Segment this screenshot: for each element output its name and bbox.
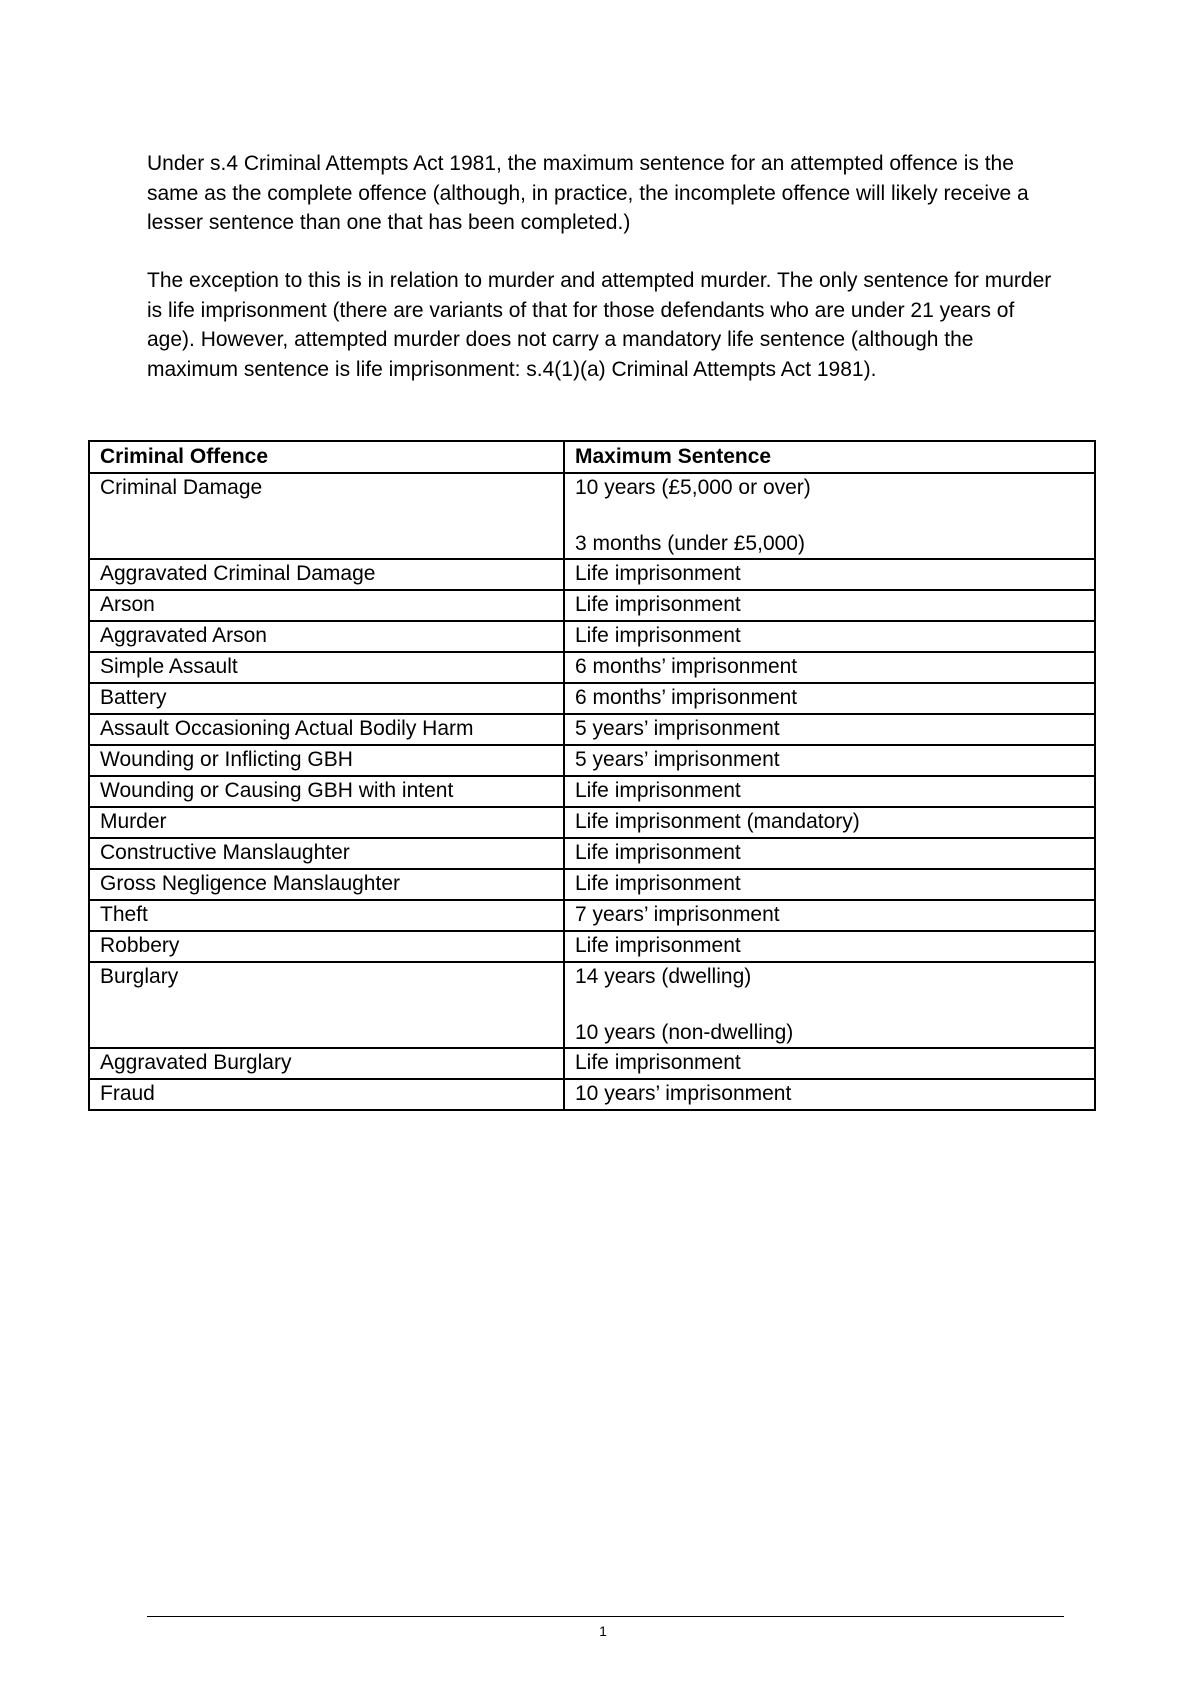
sentence-line: 6 months’ imprisonment bbox=[575, 686, 798, 709]
table-header-row bbox=[89, 441, 1095, 473]
table-row bbox=[89, 776, 1095, 807]
table-row bbox=[89, 745, 1095, 776]
sentence-cell bbox=[564, 714, 1095, 745]
sentence-cell bbox=[564, 559, 1095, 590]
table-row bbox=[89, 621, 1095, 652]
sentence-cell bbox=[564, 776, 1095, 807]
table-row bbox=[89, 900, 1095, 931]
sentence-cell bbox=[564, 683, 1095, 714]
sentence-line: Life imprisonment (mandatory) bbox=[575, 810, 860, 833]
sentence-line: 14 years (dwelling) bbox=[575, 965, 752, 988]
sentence-line: Life imprisonment bbox=[575, 841, 741, 864]
sentence-line: Life imprisonment bbox=[575, 934, 741, 957]
table-row bbox=[89, 473, 1095, 559]
table-row bbox=[89, 807, 1095, 838]
offence-cell: Aggravated Burglary bbox=[89, 1048, 564, 1079]
table-row bbox=[89, 962, 1095, 1048]
offence-cell: Burglary bbox=[89, 962, 564, 1048]
offence-cell: Gross Negligence Manslaughter bbox=[89, 869, 564, 900]
offence-cell: Robbery bbox=[89, 931, 564, 962]
sentence-cell bbox=[564, 652, 1095, 683]
table-row bbox=[89, 1048, 1095, 1079]
table-row bbox=[89, 1079, 1095, 1110]
sentence-cell bbox=[564, 745, 1095, 776]
table-row bbox=[89, 683, 1095, 714]
offence-column-header: Criminal Offence bbox=[89, 441, 564, 473]
offence-cell: Aggravated Criminal Damage bbox=[89, 559, 564, 590]
sentence-line: 3 months (under £5,000) bbox=[575, 532, 805, 555]
sentence-cell bbox=[564, 838, 1095, 869]
cell-line-gap bbox=[575, 991, 1084, 1019]
offence-cell: Wounding or Causing GBH with intent bbox=[89, 776, 564, 807]
offence-cell: Criminal Damage bbox=[89, 473, 564, 559]
sentence-line: Life imprisonment bbox=[575, 593, 741, 616]
sentence-line: Life imprisonment bbox=[575, 872, 741, 895]
sentence-column-header: Maximum Sentence bbox=[564, 441, 1095, 473]
sentence-line: Life imprisonment bbox=[575, 624, 741, 647]
offence-cell: Constructive Manslaughter bbox=[89, 838, 564, 869]
sentence-cell bbox=[564, 621, 1095, 652]
sentence-table bbox=[88, 440, 1096, 1111]
offence-cell: Fraud bbox=[89, 1079, 564, 1110]
table-row bbox=[89, 590, 1095, 621]
sentence-line: Life imprisonment bbox=[575, 779, 741, 802]
offence-cell: Murder bbox=[89, 807, 564, 838]
offence-cell: Aggravated Arson bbox=[89, 621, 564, 652]
sentence-cell bbox=[564, 962, 1095, 1048]
cell-line-gap bbox=[575, 502, 1084, 530]
table-row bbox=[89, 652, 1095, 683]
sentence-line: 10 years’ imprisonment bbox=[575, 1082, 792, 1105]
sentence-cell bbox=[564, 1048, 1095, 1079]
table-row bbox=[89, 714, 1095, 745]
footer-divider bbox=[147, 1616, 1064, 1617]
offence-cell: Assault Occasioning Actual Bodily Harm bbox=[89, 714, 564, 745]
offence-cell: Theft bbox=[89, 900, 564, 931]
sentence-line: 10 years (£5,000 or over) bbox=[575, 476, 811, 499]
sentence-cell bbox=[564, 869, 1095, 900]
sentence-cell bbox=[564, 590, 1095, 621]
sentence-line: 5 years’ imprisonment bbox=[575, 748, 780, 771]
page-number: 1 bbox=[599, 1623, 607, 1639]
table-body bbox=[89, 473, 1095, 1110]
sentence-cell bbox=[564, 1079, 1095, 1110]
intro-paragraph: Under s.4 Criminal Attempts Act 1981, the maximum sentence for an attempted offence is the same as the complete offence (although, in practice, the incomplete offence will likely receive a lesser sentence than one that has been completed.) bbox=[147, 152, 1029, 235]
sentence-line: 10 years (non-dwelling) bbox=[575, 1021, 794, 1044]
sentence-cell bbox=[564, 931, 1095, 962]
sentence-cell bbox=[564, 807, 1095, 838]
table-row bbox=[89, 559, 1095, 590]
offence-cell: Arson bbox=[89, 590, 564, 621]
sentence-line: Life imprisonment bbox=[575, 562, 741, 585]
table-row bbox=[89, 838, 1095, 869]
sentence-line: 6 months’ imprisonment bbox=[575, 655, 798, 678]
sentence-cell bbox=[564, 473, 1095, 559]
sentence-cell bbox=[564, 900, 1095, 931]
offence-cell: Battery bbox=[89, 683, 564, 714]
sentence-line: 5 years’ imprisonment bbox=[575, 717, 780, 740]
sentence-line: Life imprisonment bbox=[575, 1051, 741, 1074]
offence-cell: Wounding or Inflicting GBH bbox=[89, 745, 564, 776]
exception-paragraph: The exception to this is in relation to murder and attempted murder. The only sentence for murder is life imprisonment (there are variants of that for those defendants who are under 21 years of age). However, attempted murder does not carry a mandatory life sentence (although the maximum sentence is life imprisonment: s.4(1)(a) Criminal Attempts Act 1981). bbox=[147, 269, 1052, 382]
table-row bbox=[89, 931, 1095, 962]
sentence-line: 7 years’ imprisonment bbox=[575, 903, 780, 926]
offence-cell: Simple Assault bbox=[89, 652, 564, 683]
table-row bbox=[89, 869, 1095, 900]
